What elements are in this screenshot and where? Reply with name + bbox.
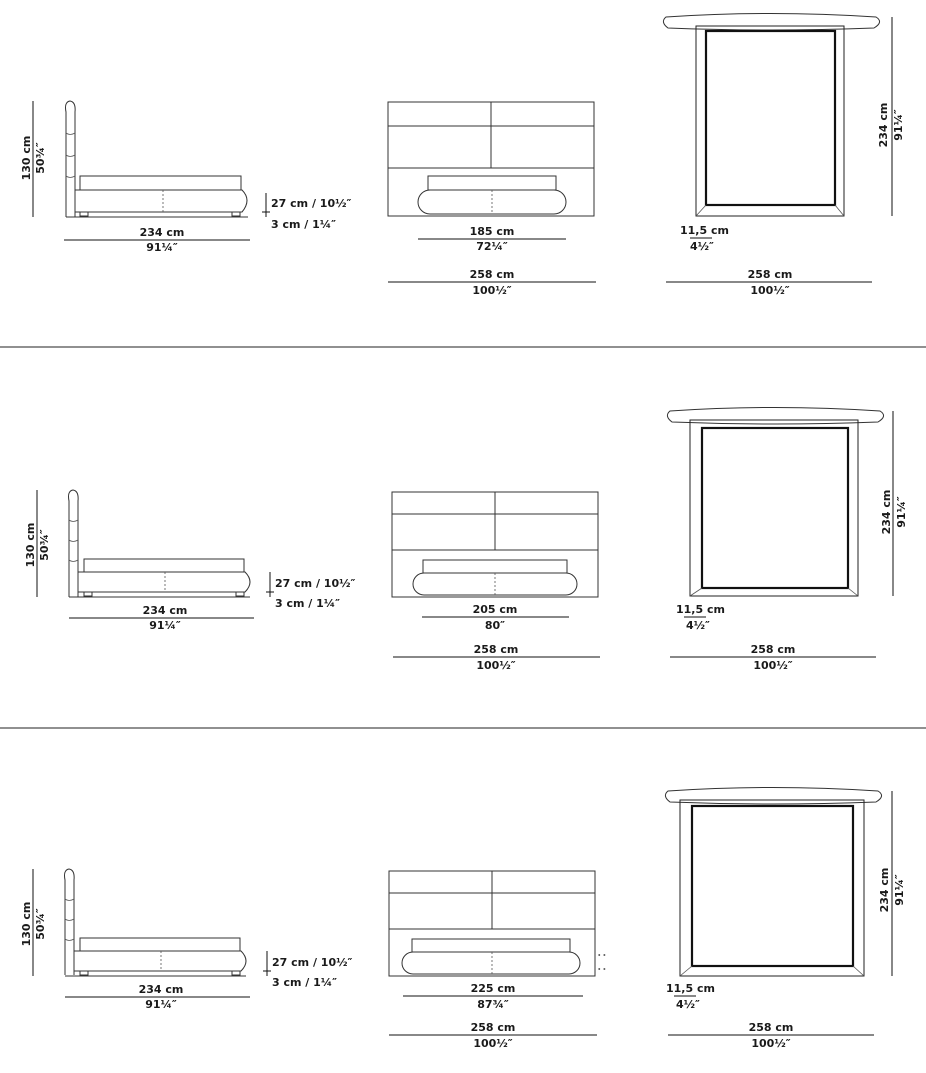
length-cm-label: 234 cm bbox=[138, 983, 184, 996]
base-height-label: 27 cm / 10½″ bbox=[271, 197, 352, 210]
variant-row-3 bbox=[20, 788, 906, 1051]
side-view bbox=[20, 101, 351, 254]
total-width-cm-label: 258 cm bbox=[473, 643, 519, 656]
base-front bbox=[402, 952, 580, 974]
bed-frame-outer bbox=[680, 800, 864, 976]
front-view bbox=[389, 871, 606, 1050]
total-width-cm-label: 258 cm bbox=[469, 268, 515, 281]
top-width-cm-label: 258 cm bbox=[747, 268, 793, 281]
base-front bbox=[413, 573, 577, 595]
foot-height-label: 3 cm / 1¼″ bbox=[271, 218, 337, 231]
bed-base bbox=[74, 951, 246, 971]
depth-cm-label: 234 cm bbox=[877, 102, 890, 148]
front-view bbox=[392, 492, 600, 672]
mattress-front bbox=[423, 560, 567, 573]
side-view bbox=[24, 490, 355, 632]
foot bbox=[80, 212, 88, 216]
top-view bbox=[667, 408, 908, 673]
length-cm-label: 234 cm bbox=[142, 604, 188, 617]
foot-height-label: 3 cm / 1¼″ bbox=[272, 976, 338, 989]
mattress bbox=[80, 176, 241, 190]
length-in-label: 91¼″ bbox=[145, 998, 177, 1011]
foot bbox=[232, 971, 240, 975]
foot bbox=[84, 592, 92, 596]
foot bbox=[80, 971, 88, 975]
depth-in-label: 91¼″ bbox=[893, 874, 906, 906]
bed-frame-inner bbox=[706, 31, 835, 205]
headboard-top bbox=[667, 408, 883, 425]
height-cm-label: 130 cm bbox=[20, 135, 33, 181]
length-cm-label: 234 cm bbox=[139, 226, 185, 239]
length-in-label: 91¼″ bbox=[149, 619, 181, 632]
total-width-cm-label: 258 cm bbox=[470, 1021, 516, 1034]
svg-text:· ·: · · bbox=[598, 965, 606, 974]
frame-width-cm-label: 11,5 cm bbox=[680, 224, 729, 237]
total-width-in-label: 100½″ bbox=[473, 1037, 513, 1050]
bed-frame-outer bbox=[690, 420, 858, 596]
height-in-label: 50¾″ bbox=[34, 908, 47, 940]
headboard-top bbox=[665, 788, 881, 805]
top-width-cm-label: 258 cm bbox=[750, 643, 796, 656]
mattress-front bbox=[412, 939, 570, 952]
height-in-label: 50¾″ bbox=[38, 529, 51, 561]
depth-in-label: 91¼″ bbox=[892, 109, 905, 141]
mattress-front bbox=[428, 176, 556, 190]
base-height-label: 27 cm / 10½″ bbox=[272, 956, 353, 969]
foot bbox=[236, 592, 244, 596]
depth-in-label: 91¼″ bbox=[895, 496, 908, 528]
side-view bbox=[20, 869, 352, 1011]
headboard-outline bbox=[65, 869, 75, 975]
frame-width-in-label: 4½″ bbox=[686, 619, 710, 632]
headboard-outline bbox=[66, 101, 76, 217]
bed-frame-inner bbox=[702, 428, 848, 588]
mattress-width-cm-label: 225 cm bbox=[470, 982, 516, 995]
top-width-in-label: 100½″ bbox=[753, 659, 793, 672]
top-view bbox=[663, 14, 905, 298]
mattress-width-cm-label: 185 cm bbox=[469, 225, 515, 238]
bed-frame-outer bbox=[696, 26, 844, 216]
mattress-width-in-label: 80″ bbox=[484, 619, 506, 632]
bed-base bbox=[78, 572, 250, 592]
mattress bbox=[80, 938, 240, 951]
mattress-width-cm-label: 205 cm bbox=[472, 603, 518, 616]
bed-frame-inner bbox=[692, 806, 853, 966]
top-width-cm-label: 258 cm bbox=[748, 1021, 794, 1034]
frame-width-cm-label: 11,5 cm bbox=[666, 982, 715, 995]
height-in-label: 50¾″ bbox=[34, 142, 47, 174]
variant-row-1 bbox=[20, 14, 905, 298]
total-width-in-label: 100½″ bbox=[476, 659, 516, 672]
frame-width-in-label: 4½″ bbox=[690, 240, 714, 253]
svg-text:· ·: · · bbox=[598, 951, 606, 960]
frame-width-cm-label: 11,5 cm bbox=[676, 603, 725, 616]
height-cm-label: 130 cm bbox=[20, 901, 33, 947]
height-cm-label: 130 cm bbox=[24, 522, 37, 568]
front-view bbox=[388, 102, 596, 297]
top-width-in-label: 100½″ bbox=[751, 1037, 791, 1050]
bed-base bbox=[75, 190, 247, 212]
variant-row-2 bbox=[24, 408, 908, 673]
length-in-label: 91¼″ bbox=[146, 241, 178, 254]
foot bbox=[232, 212, 240, 216]
total-width-in-label: 100½″ bbox=[472, 284, 512, 297]
frame-width-in-label: 4½″ bbox=[676, 998, 700, 1011]
mattress-width-in-label: 72¼″ bbox=[476, 240, 508, 253]
mattress bbox=[84, 559, 244, 572]
mattress-width-in-label: 87¾″ bbox=[477, 998, 509, 1011]
depth-cm-label: 234 cm bbox=[880, 489, 893, 535]
foot-height-label: 3 cm / 1¼″ bbox=[275, 597, 341, 610]
headboard-outline bbox=[69, 490, 79, 597]
top-width-in-label: 100½″ bbox=[750, 284, 790, 297]
top-view bbox=[665, 788, 906, 1051]
depth-cm-label: 234 cm bbox=[878, 867, 891, 913]
base-height-label: 27 cm / 10½″ bbox=[275, 577, 356, 590]
